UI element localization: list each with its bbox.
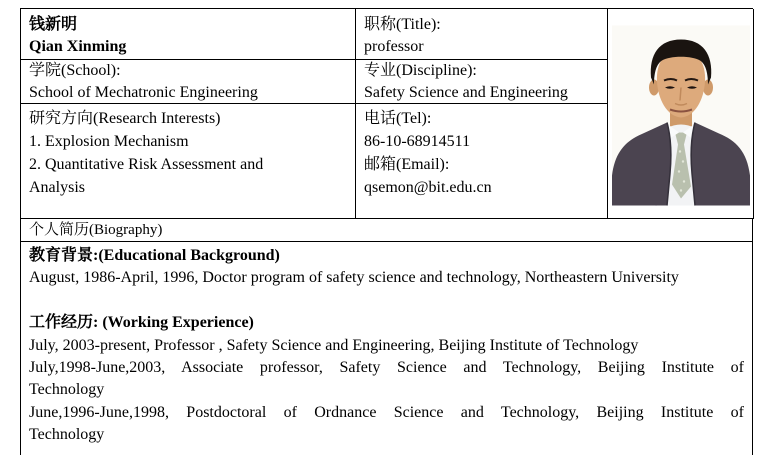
research-interests-cell [21,104,356,219]
portrait-photo-illustration [612,25,750,206]
work-item: July, 2003-present, Professor , Safety Science and Engineering, Beijing Institute of Technology [29,336,639,354]
research-item: 2. Quantitative Risk Assessment and [29,156,264,173]
biography-body [21,242,753,455]
school-label: 学院(School): [29,62,121,79]
work-item-line: Technology [29,426,105,444]
title-value: professor [364,38,424,55]
email-value: qsemon@bit.edu.cn [364,179,492,196]
name-cell [21,9,356,60]
tel-label: 电话(Tel): [364,110,432,127]
school-cell [21,60,356,104]
research-interests-label: 研究方向(Research Interests) [29,110,221,127]
work-item-line: Technology [29,381,105,399]
profile-info-grid [21,9,753,219]
portrait-photo [612,25,750,206]
email-label: 邮箱(Email): [364,156,450,173]
contact-cell [356,104,608,219]
school-value: School of Mechatronic Engineering [29,83,258,101]
name-chinese: 钱新明 [29,16,78,33]
work-item-line: July,1998-June,2003, Associate professor, Safety Science and Technology, Beijing Institute of [29,359,744,377]
biography-section-header: 个人简历(Biography) [21,219,753,242]
work-item-line: June,1996-June,1998, Postdoctoral of Ordnance Science and Technology, Beijing Institute of [29,403,744,421]
blank-line [29,290,744,312]
name-english: Qian Xinming [29,38,127,55]
title-cell [356,9,608,60]
education-item: August, 1986-April, 1996, Doctor program of safety science and technology, Northeastern University [29,269,679,287]
work-heading: 工作经历: (Working Experience) [29,314,254,332]
research-item: Analysis [29,179,85,196]
discipline-label: 专业(Discipline): [364,62,477,79]
education-heading: 教育背景:(Educational Background) [29,247,280,264]
title-label: 职称(Title): [364,16,441,33]
profile-table [20,8,753,455]
research-item: 1. Explosion Mechanism [29,133,189,150]
photo-cell [608,9,754,219]
discipline-cell [356,60,608,104]
tel-value: 86-10-68914511 [364,133,471,150]
discipline-value: Safety Science and Engineering [364,83,568,101]
